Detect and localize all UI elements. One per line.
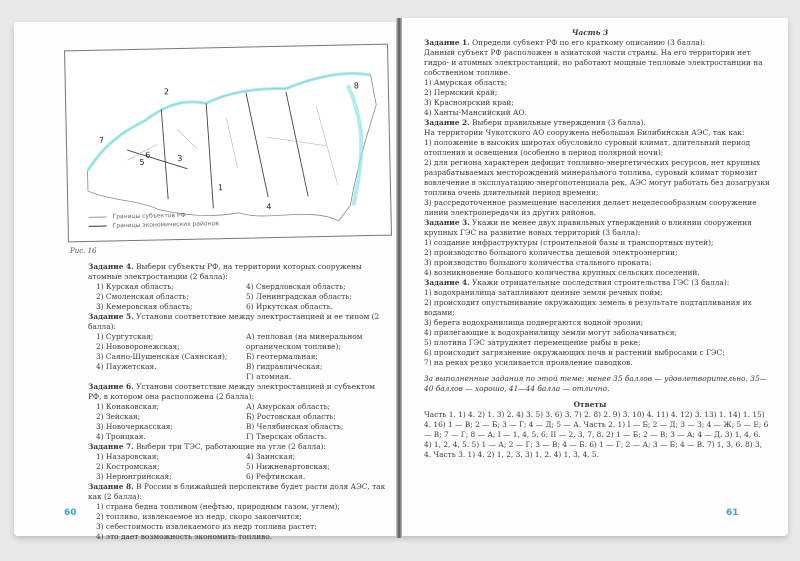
russia-map [64,44,392,243]
task6-text: Установи соответствие между электростанцией и субъектом РФ, в котором она расположена (2 балла): [88,382,375,401]
option: 4) Ханты-Мансийский АО. [424,108,527,117]
task5-options [74,332,390,382]
option: 5) Ленинградская область; [246,292,352,301]
task4-title: Задание 4. [88,262,134,271]
option: 3) рассредоточенное размещение населения делает нецелесообразным сооружение линии электропередачи из других районов. [424,198,757,217]
option: 2) Зейская; [96,412,141,421]
option: 3) Красноярский край; [424,98,514,107]
map-label-5: 5 [139,157,145,167]
option: 3) себестоимость извлекаемого из недр топлива растет; [96,522,317,531]
page-number-right: 61 [726,508,739,518]
option: 5) Нижневартовская; [246,462,330,471]
left-text [74,262,390,542]
option: А) тепловая (на минеральном органическом топливе); [246,332,363,351]
option: В) гидравлическая; [246,362,323,371]
option: 4) Свердловская область; [246,282,346,291]
option: Б) геотермальная; [246,352,318,361]
option: 1) Сургутская; [96,332,154,341]
option: А) Амурская область; [246,402,331,411]
book-spine [396,18,402,538]
map-label-4: 4 [266,202,272,212]
figure-caption: Рис. 16 [70,247,97,255]
option: 3) Кемеровская область; [96,302,193,311]
legend-subject-borders: Границы субъектов РФ [112,211,186,221]
map-label-1: 1 [217,183,224,193]
option: 3) производство большого количества стального проката; [424,258,652,267]
option: 2) Костромская; [96,462,160,471]
map-label-3: 3 [177,153,183,164]
task2-title: Задание 2. [424,118,470,127]
task3-title: Задание 3. [424,218,470,227]
option: 2) Пермский край; [424,88,498,97]
option: 6) Иркутская область. [246,302,333,311]
option: 4) Паужетская. [96,362,157,371]
task6-options [74,402,390,442]
option: 1) Курская область; [96,282,174,291]
option: 1) водохранилища затапливают ценные земли речных пойм; [424,288,663,297]
task4-options [74,282,390,312]
option: В) Челябинская область; [246,422,344,431]
task4r-text: Укажи отрицательные последствия строительства ГЭС (3 балла): [472,278,730,287]
answers-title: Ответы [573,400,607,409]
map-label-8: 8 [353,81,360,91]
option: Г) Тверская область. [246,432,328,441]
right-text [410,28,770,460]
option: 1) Назаровская; [96,452,159,461]
option: 2) производство большого количества дешевой электроэнергии; [424,248,678,257]
task4-text: Выбери субъекты РФ, на территории которых сооружены атомные электростанции (2 балла): [88,262,362,281]
option: 4) это дает возможность экономить топливо. [96,532,273,541]
task7-text: Выбери три ТЭС, работающие на угле (2 балла): [136,442,327,451]
option: Б) Ростовская область; [246,412,336,421]
option: 1) положение в высоких широтах обусловило суровый климат, длительный период отопления и освещения (особенно в период полярной ночи); [424,138,751,157]
option: 2) для региона характерен дефицит топливно-энергетических ресурсов, нет крупных разрабатываемых месторождений минерального топлива, суровый климат тормозит вовлечение в эксплуатацию энергопотенциала рек, АЭС могут работать без дозагрузки топлива очень длительный период времени; [424,158,770,197]
option: 4) возникновение большого количества крупных сельских поселений. [424,268,700,277]
task2-desc: На территории Чукотского АО сооружена небольшая Билибинская АЭС, так как: [424,128,745,137]
task3-text: Укажи не менее двух правильных утверждений о влиянии сооружения крупных ГЭС на развитие новых территорий (3 балла): [424,218,752,237]
task1-text: Определи субъект РФ по его краткому описанию (3 балла): [472,38,706,47]
option: 4) Троицкая. [96,432,146,441]
option: 5) плотина ГЭС затрудняет перемещение рыбы в реке; [424,338,641,347]
task2-text: Выбери правильные утверждения (3 балла). [472,118,646,127]
legend-economic-regions: Границы экономических районов [112,220,219,230]
option: Г) атомная. [246,372,292,381]
option: 4) Заинская; [246,452,296,461]
task5-text: Установи соответствие между электростанцией и ее типом (2 балла): [88,312,380,331]
option: 1) страна бедна топливом (нефтью, природным газом, углем); [96,502,340,511]
option: 7) на реках резко усиливается проявление паводков. [424,358,633,367]
task8-text: В России в ближайшей перспективе будет расти доля АЭС, так как (2 балла): [88,482,386,501]
option: 3) Новочеркасская; [96,422,173,431]
option: 3) берега водохранилища подвергаются водной эрозии; [424,318,644,327]
option: 3) Саяно-Шушенская (Саянская); [96,352,228,361]
option: 3) Нерюнгринская; [96,472,172,481]
map-label-2: 2 [163,87,170,97]
map-label-7: 7 [98,135,105,145]
option: 4) прилегающие к водохранилищу земли могут заболачиваться; [424,328,677,337]
task7-options [74,452,390,482]
task5-title: Задание 5. [88,312,134,321]
part-title: Часть 3 [571,28,609,37]
grading-note: За выполненные задания по этой теме: менее 35 баллов — удовлетворительно, 35—40 баллов — хорошо, 41—44 балла — отлично. [424,374,768,393]
task4r-title: Задание 4. [424,278,470,287]
option: 6) происходит загрязнение окружающих почв и растений выбросами с ГЭС; [424,348,725,357]
answers-text: Часть 1. 1) 4. 2) 1. 3) 2. 4) 3. 5) 3. 6) 3. 7) 2. 8) 2. 9) 3. 10) 4. 11) 4. 12) 3. 13) 1. 14) 1. 15) 4. 16) 1 — В; 2 — Б; 3 — Г; 4 — Д; 5 — А. Часть 2. 1) I — Б; 2 — Д; 3 — З; 4 — Ж; 5 — Е; 6 — В; 7 — Г; 8 — А; I — 1, 4, 5, 6; II — 2, 3, 7, 8. 2) 1 — Б; 2 — В; 3 — А; 4 — Д. 3) 1, 4, 6. 4) 1, 2, 4, 5. 5) 1 — А; 2 — Г; 3 — В; 4 — Б. 6) 1 — Г; 2 — А; 3 — Б; 4 — В. 7) 1, 3, 6. 8) 3, 4. Часть 3. 1) 4. 2) 1, 2, 3. 3) 1, 2. 4) 1, 3, 4, 5. [424,410,769,459]
task1-title: Задание 1. [424,38,470,47]
task1-desc: Данный субъект РФ расположен в азиатской части страны. На его территории нет гидро- и атомных электростанций, но работают мощные тепловые электростанции на собственном топливе. [424,48,763,77]
page-number-left: 60 [64,508,77,518]
map-label-6: 6 [145,150,151,160]
task7-title: Задание 7. [88,442,134,451]
task8-title: Задание 8. [88,482,134,491]
map-legend [88,210,218,231]
task6-title: Задание 6. [88,382,134,391]
option: 1) создание инфраструктуры (строительной базы и транспортных путей); [424,238,714,247]
option: 2) Смоленская область; [96,292,189,301]
option: 6) Рефтинская. [246,472,306,481]
option: 2) топливо, извлекаемое из недр, скоро закончится; [96,512,302,521]
option: 2) Нововоронежская; [96,342,180,351]
option: 1) Амурская область; [424,78,508,87]
option: 1) Конаковская; [96,402,159,411]
option: 2) происходит опустынивание окружающих земель в результате подтапливания их водами; [424,298,752,317]
